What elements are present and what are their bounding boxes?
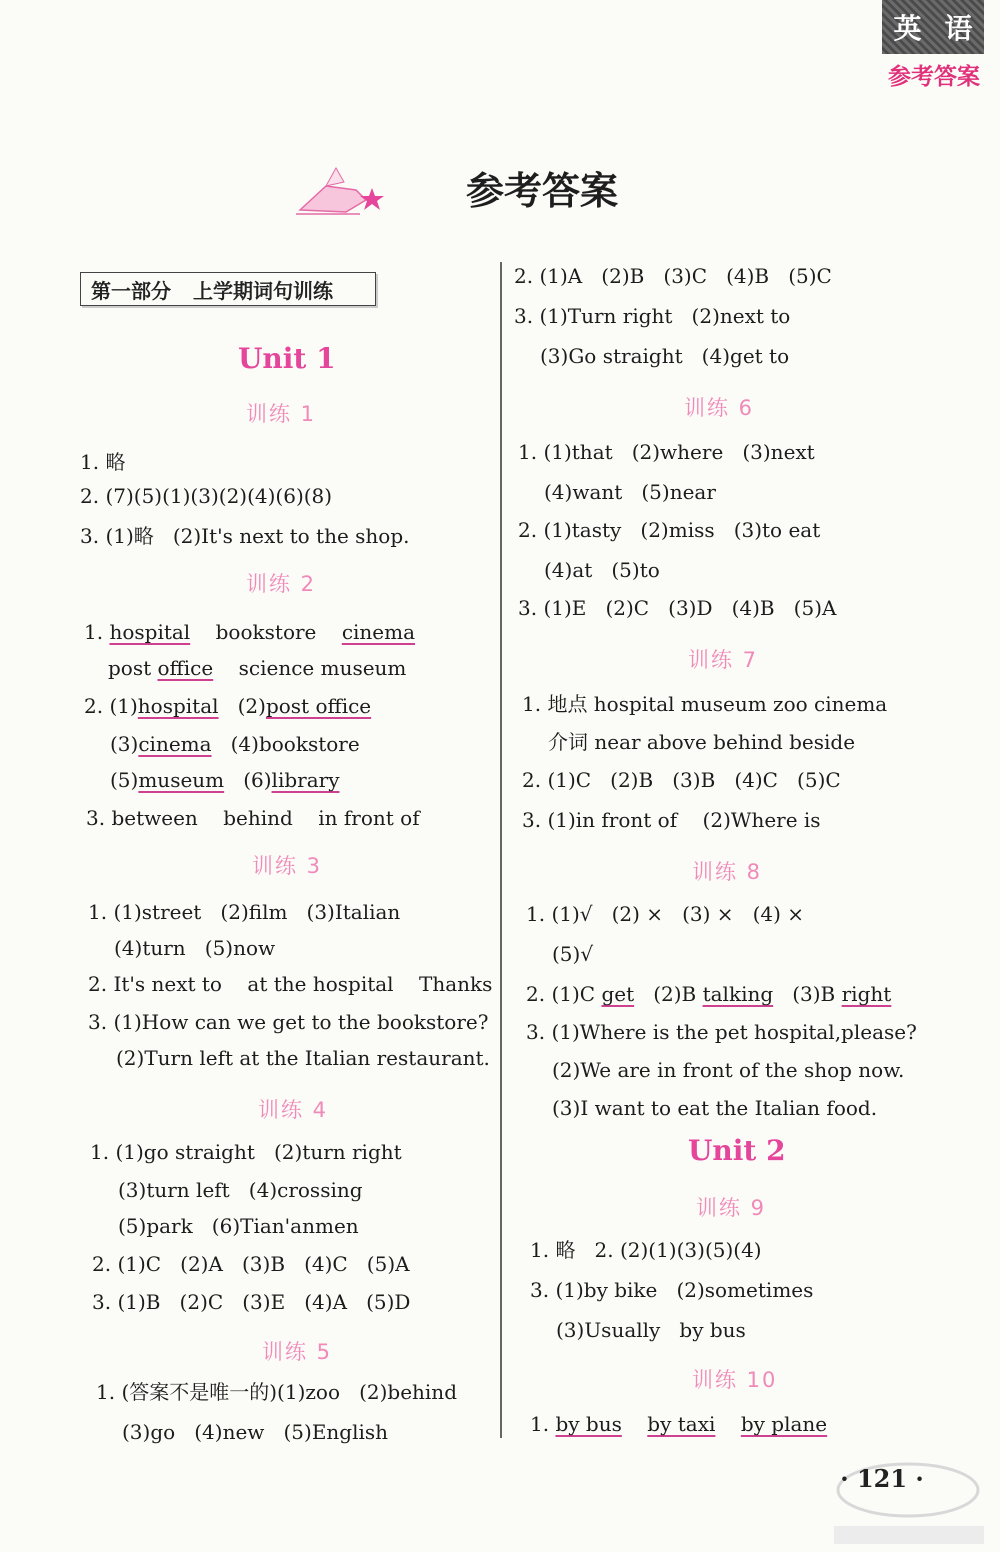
answer-line — [84, 622, 415, 642]
answer-text: by taxi — [647, 1412, 716, 1436]
answer-text: post office — [265, 694, 372, 718]
answer-text: museum — [138, 768, 225, 792]
answer-line: 1. (1)street (2)film (3)Italian — [88, 900, 401, 924]
section-heading — [80, 272, 376, 306]
answer-line: (4)turn (5)now — [114, 936, 276, 960]
answer-text: (2) — [218, 694, 266, 718]
answer-text: 2. (1) — [84, 694, 138, 718]
answer-text: bookstore — [190, 620, 342, 644]
answer-text: 1. — [530, 1412, 556, 1436]
answer-line: 3. (1)Turn right (2)next to — [514, 304, 791, 328]
answer-text — [622, 1412, 647, 1436]
answer-line: 3. (1)in front of (2)Where is — [522, 808, 821, 832]
answer-line: (4)at (5)to — [544, 558, 660, 582]
answer-line: 3. (1)Where is the pet hospital,please? — [526, 1020, 917, 1044]
answer-line: 3. between behind in front of — [86, 806, 420, 830]
answer-line: 2. It's next to at the hospital Thanks — [88, 972, 493, 996]
drill-heading: 训练 3 — [252, 854, 323, 878]
drill-heading: 训练 1 — [246, 402, 317, 426]
answer-text: by bus — [555, 1412, 622, 1436]
answer-line: (2)We are in front of the shop now. — [552, 1058, 905, 1082]
section-part: 第一部分 — [91, 278, 171, 303]
answer-line: 3. (1)How can we get to the bookstore? — [88, 1010, 489, 1034]
drill-heading: 训练 8 — [692, 860, 763, 884]
answer-text: library — [271, 768, 340, 792]
unit-heading: Unit 2 — [688, 1134, 786, 1167]
page-number: · 121 · — [840, 1464, 924, 1493]
answer-line: 1. (答案不是唯一的)(1)zoo (2)behind — [96, 1380, 457, 1404]
answer-line: 1. (1)that (2)where (3)next — [518, 440, 815, 464]
answer-line: 2. (1)C (2)B (3)B (4)C (5)C — [522, 768, 841, 792]
answer-text: hospital — [137, 694, 219, 718]
drill-heading: 训练 10 — [692, 1368, 778, 1392]
answer-line — [108, 658, 406, 678]
answer-text: get — [601, 982, 635, 1006]
column-divider — [500, 262, 502, 1438]
answer-line: (2)Turn left at the Italian restaurant. — [116, 1046, 490, 1070]
answer-text: (2)B — [634, 982, 703, 1006]
answer-line: (5)√ — [552, 942, 594, 966]
answer-line: 1. 地点 hospital museum zoo cinema — [522, 692, 888, 716]
answer-text — [715, 1412, 740, 1436]
answer-text: 1. — [84, 620, 110, 644]
drill-heading: 训练 9 — [696, 1196, 767, 1220]
answer-text: (4)bookstore — [211, 732, 360, 756]
answer-text: science museum — [213, 656, 407, 680]
section-name: 上学期词句训练 — [193, 278, 333, 303]
drill-heading: 训练 2 — [246, 572, 317, 596]
drill-heading: 训练 7 — [688, 648, 759, 672]
answer-text: 2. (1)C — [526, 982, 602, 1006]
answer-text: cinema — [341, 620, 416, 644]
answer-text: hospital — [109, 620, 191, 644]
answer-line: 1. (1)go straight (2)turn right — [90, 1140, 402, 1164]
answer-text: (6) — [224, 768, 272, 792]
answer-line — [530, 1414, 827, 1434]
answer-text: right — [841, 982, 892, 1006]
page-title: 参考答案 — [465, 169, 618, 213]
answer-line: (3)Go straight (4)get to — [540, 344, 790, 368]
answer-text: by plane — [740, 1412, 828, 1436]
subject-char-b: 语 — [944, 12, 973, 45]
answer-line — [84, 696, 371, 716]
answer-line: 3. (1)E (2)C (3)D (4)B (5)A — [518, 596, 837, 620]
star-ornament-icon — [296, 160, 388, 216]
answer-text: (3)B — [773, 982, 842, 1006]
answer-line: 1. (1)√ (2) × (3) × (4) × — [526, 902, 805, 926]
answer-line: 2. (1)tasty (2)miss (3)to eat — [518, 518, 821, 542]
answer-line: 1. 略 — [80, 450, 126, 474]
answer-line: 介词 near above behind beside — [548, 730, 856, 754]
answer-line — [526, 984, 891, 1004]
answer-line: 2. (1)C (2)A (3)B (4)C (5)A — [92, 1252, 410, 1276]
answer-text: talking — [702, 982, 774, 1006]
answer-line: 2. (7)(5)(1)(3)(2)(4)(6)(8) — [80, 484, 333, 508]
answer-line: (3)I want to eat the Italian food. — [552, 1096, 878, 1120]
answer-line: (3)Usually by bus — [556, 1318, 746, 1342]
answer-text: cinema — [138, 732, 212, 756]
answer-line: (3)go (4)new (5)English — [122, 1420, 389, 1444]
answer-text: office — [157, 656, 214, 680]
answer-line: 3. (1)略 (2)It's next to the shop. — [80, 524, 410, 548]
answer-text: post — [108, 656, 158, 680]
subject-badge — [882, 0, 984, 54]
unit-heading: Unit 1 — [238, 342, 336, 375]
answer-text: (3) — [110, 732, 139, 756]
drill-heading: 训练 6 — [684, 396, 755, 420]
answer-line: (4)want (5)near — [544, 480, 716, 504]
answer-line: 3. (1)by bike (2)sometimes — [530, 1278, 814, 1302]
answer-line: 3. (1)B (2)C (3)E (4)A (5)D — [92, 1290, 411, 1314]
answer-line: (5)park (6)Tian'anmen — [118, 1214, 359, 1238]
drill-heading: 训练 4 — [258, 1098, 329, 1122]
drill-heading: 训练 5 — [262, 1340, 333, 1364]
answer-line — [110, 770, 340, 790]
answer-text: (5) — [110, 768, 139, 792]
corner-label: 参考答案 — [888, 64, 980, 90]
answer-line: (3)turn left (4)crossing — [118, 1178, 363, 1202]
answer-line: 2. (1)A (2)B (3)C (4)B (5)C — [514, 264, 832, 288]
answer-line — [110, 734, 360, 754]
subject-char-a: 英 — [893, 12, 922, 45]
answer-line: 1. 略 2. (2)(1)(3)(5)(4) — [530, 1238, 762, 1262]
